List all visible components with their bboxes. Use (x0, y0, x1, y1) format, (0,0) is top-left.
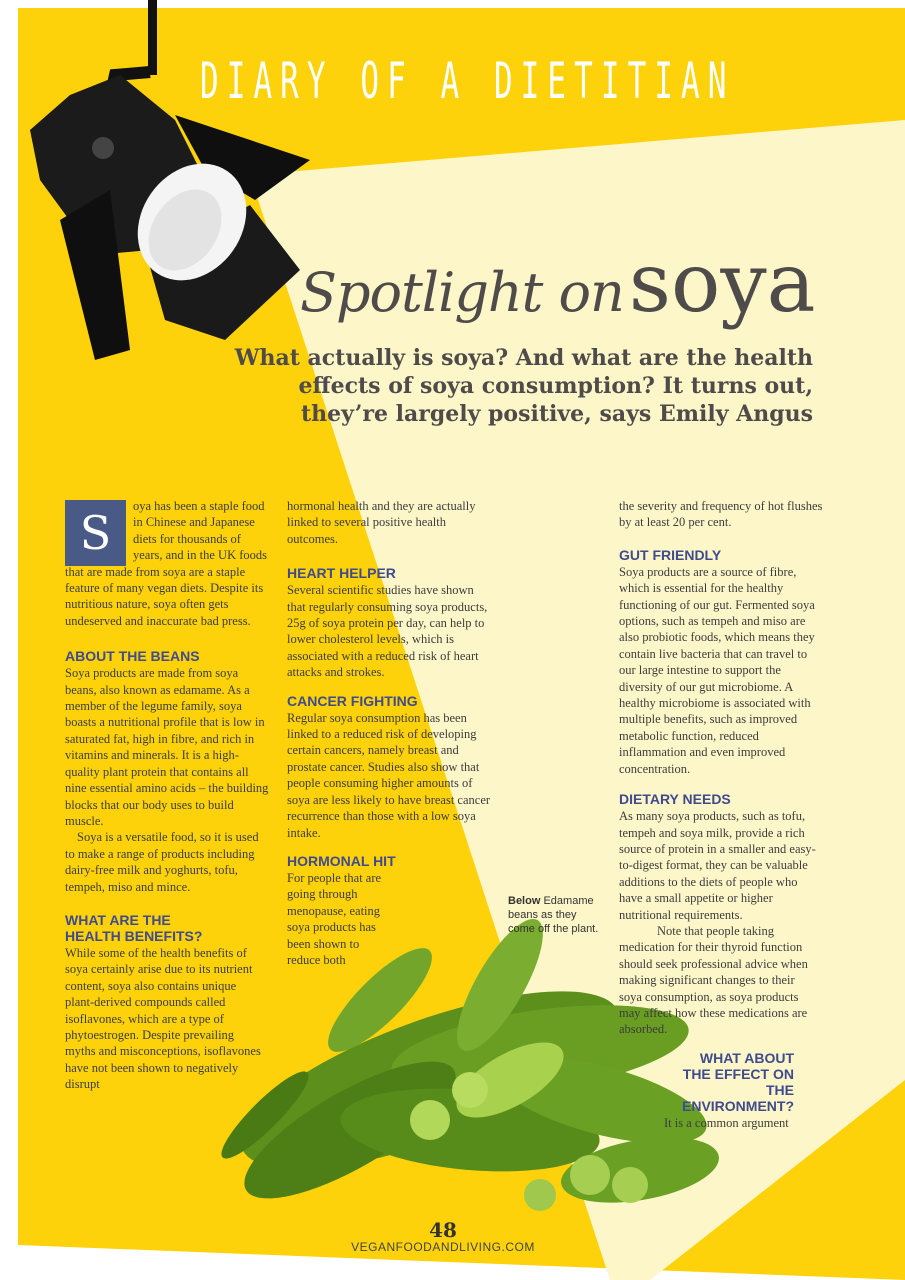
column-1 (65, 498, 270, 1093)
heading-about-beans: ABOUT THE BEANS (65, 648, 200, 665)
dietary-paragraph-2: Note that people taking medication for their thyroid function should seek professional advice when making significant changes to their soya consumption, as soya products may affect how these medications are absorbed. (619, 923, 808, 1037)
intro-text: oya has been a staple food in Chinese and Japanese diets for thousands of years, and in the UK foods that are made from soya are a staple feature of many vegan diets. Despite its nutritious nature, soya often gets undeserved and inaccurate bad press. (65, 499, 267, 628)
benefits-paragraph-2: hormonal health and they are actually linked to several positive health outcomes. (287, 499, 476, 546)
standfirst (213, 344, 813, 428)
column-2 (287, 498, 492, 968)
standfirst-author: Emily Angus (658, 401, 813, 428)
headline-main: soya (628, 236, 816, 331)
beans-paragraph-2: Soya is a versatile food, so it is used to make a range of products including dairy-free milk and yoghurts, tofu, tempeh, miso and mince. (65, 830, 259, 894)
beans-paragraph-1: Soya products are made from soya beans, also known as edamame. As a member of the legume family, soya boasts a nutritional profile that is low in saturated fat, high in fibre, and rich in vitamins and minerals. It is a high-quality plant protein that contains all nine essential amino acids – the building blocks that our body uses to build muscle. (65, 666, 269, 828)
drop-cap: S (65, 500, 126, 566)
heading-environment: WHAT ABOUT THE EFFECT ON THE ENVIRONMENT? (682, 1049, 794, 1114)
heading-cancer-fighting: CANCER FIGHTING (287, 692, 418, 709)
heading-health-benefits: WHAT ARE THE HEALTH BENEFITS? (65, 911, 203, 944)
heading-gut-friendly: GUT FRIENDLY (619, 546, 722, 563)
section-kicker: DIARY OF A DIETITIAN (200, 52, 735, 110)
headline (300, 236, 816, 331)
hormonal-paragraph-2: the severity and frequency of hot flushes by at least 20 per cent. (619, 499, 823, 530)
heading-heart-helper: HEART HELPER (287, 565, 396, 582)
dropcap-spacer (65, 498, 133, 558)
heart-paragraph: Several scientific studies have shown that regularly consuming soya products, 25g of soya protein per day, can help to lower cholesterol levels, which is associated with a reduced risk of heart attacks and strokes. (287, 583, 488, 680)
heading-dietary-needs: DIETARY NEEDS (619, 791, 731, 808)
page-number: 48 (429, 1218, 457, 1242)
hormonal-paragraph-1: For people that are going through menopause, eating soya products has been shown to reduce both (287, 870, 382, 967)
dietary-paragraph-1: As many soya products, such as tofu, tempeh and soya milk, provide a rich source of protein in a smaller and easy-to-digest format, they can be valuable additions to the diets of people who have a small appetite or higher nutritional requirements. (619, 809, 816, 922)
standfirst-text: What actually is soya? And what are the health effects of soya consumption? It turns out, they’re largely positive, says (234, 345, 813, 428)
cancer-paragraph: Regular soya consumption has been linked to a reduced risk of developing certain cancers, namely breast and prostate cancer. Studies also show that people consuming higher amounts of soya are less likely to have breast cancer recurrence than those with a low soya intake. (287, 710, 491, 840)
photo-caption (508, 894, 604, 936)
heading-hormonal-hit: HORMONAL HIT (287, 852, 396, 869)
intro-paragraph (65, 498, 270, 629)
headline-script: Spotlight on (300, 261, 624, 324)
caption-label: Below (508, 895, 541, 907)
column-3 (619, 498, 824, 1131)
benefits-paragraph-1: While some of the health benefits of soya certainly arise due to its nutrient content, soya also contains unique plant-derived compounds called isoflavones, which are a type of phytoestrogen. Despite prevailing myths and misconceptions, isoflavones have not been shown to negatively disrupt (65, 945, 261, 1092)
website-url: VEGANFOODANDLIVING.COM (351, 1240, 535, 1254)
caption-text: Edamame beans as they come off the plant. (508, 895, 599, 935)
gut-paragraph: Soya products are a source of fibre, which is essential for the healthy functioning of our gut. Fermented soya options, such as tempeh and miso are also probiotic foods, which means they contain live bacteria that can travel to our large intestine to support the diversity of our gut microbiome. A healthy microbiome is associated with multiple benefits, such as improved metabolic function, reduced inflammation and even improved concentration. (619, 564, 815, 776)
environment-paragraph: It is a common argument (664, 1115, 789, 1130)
